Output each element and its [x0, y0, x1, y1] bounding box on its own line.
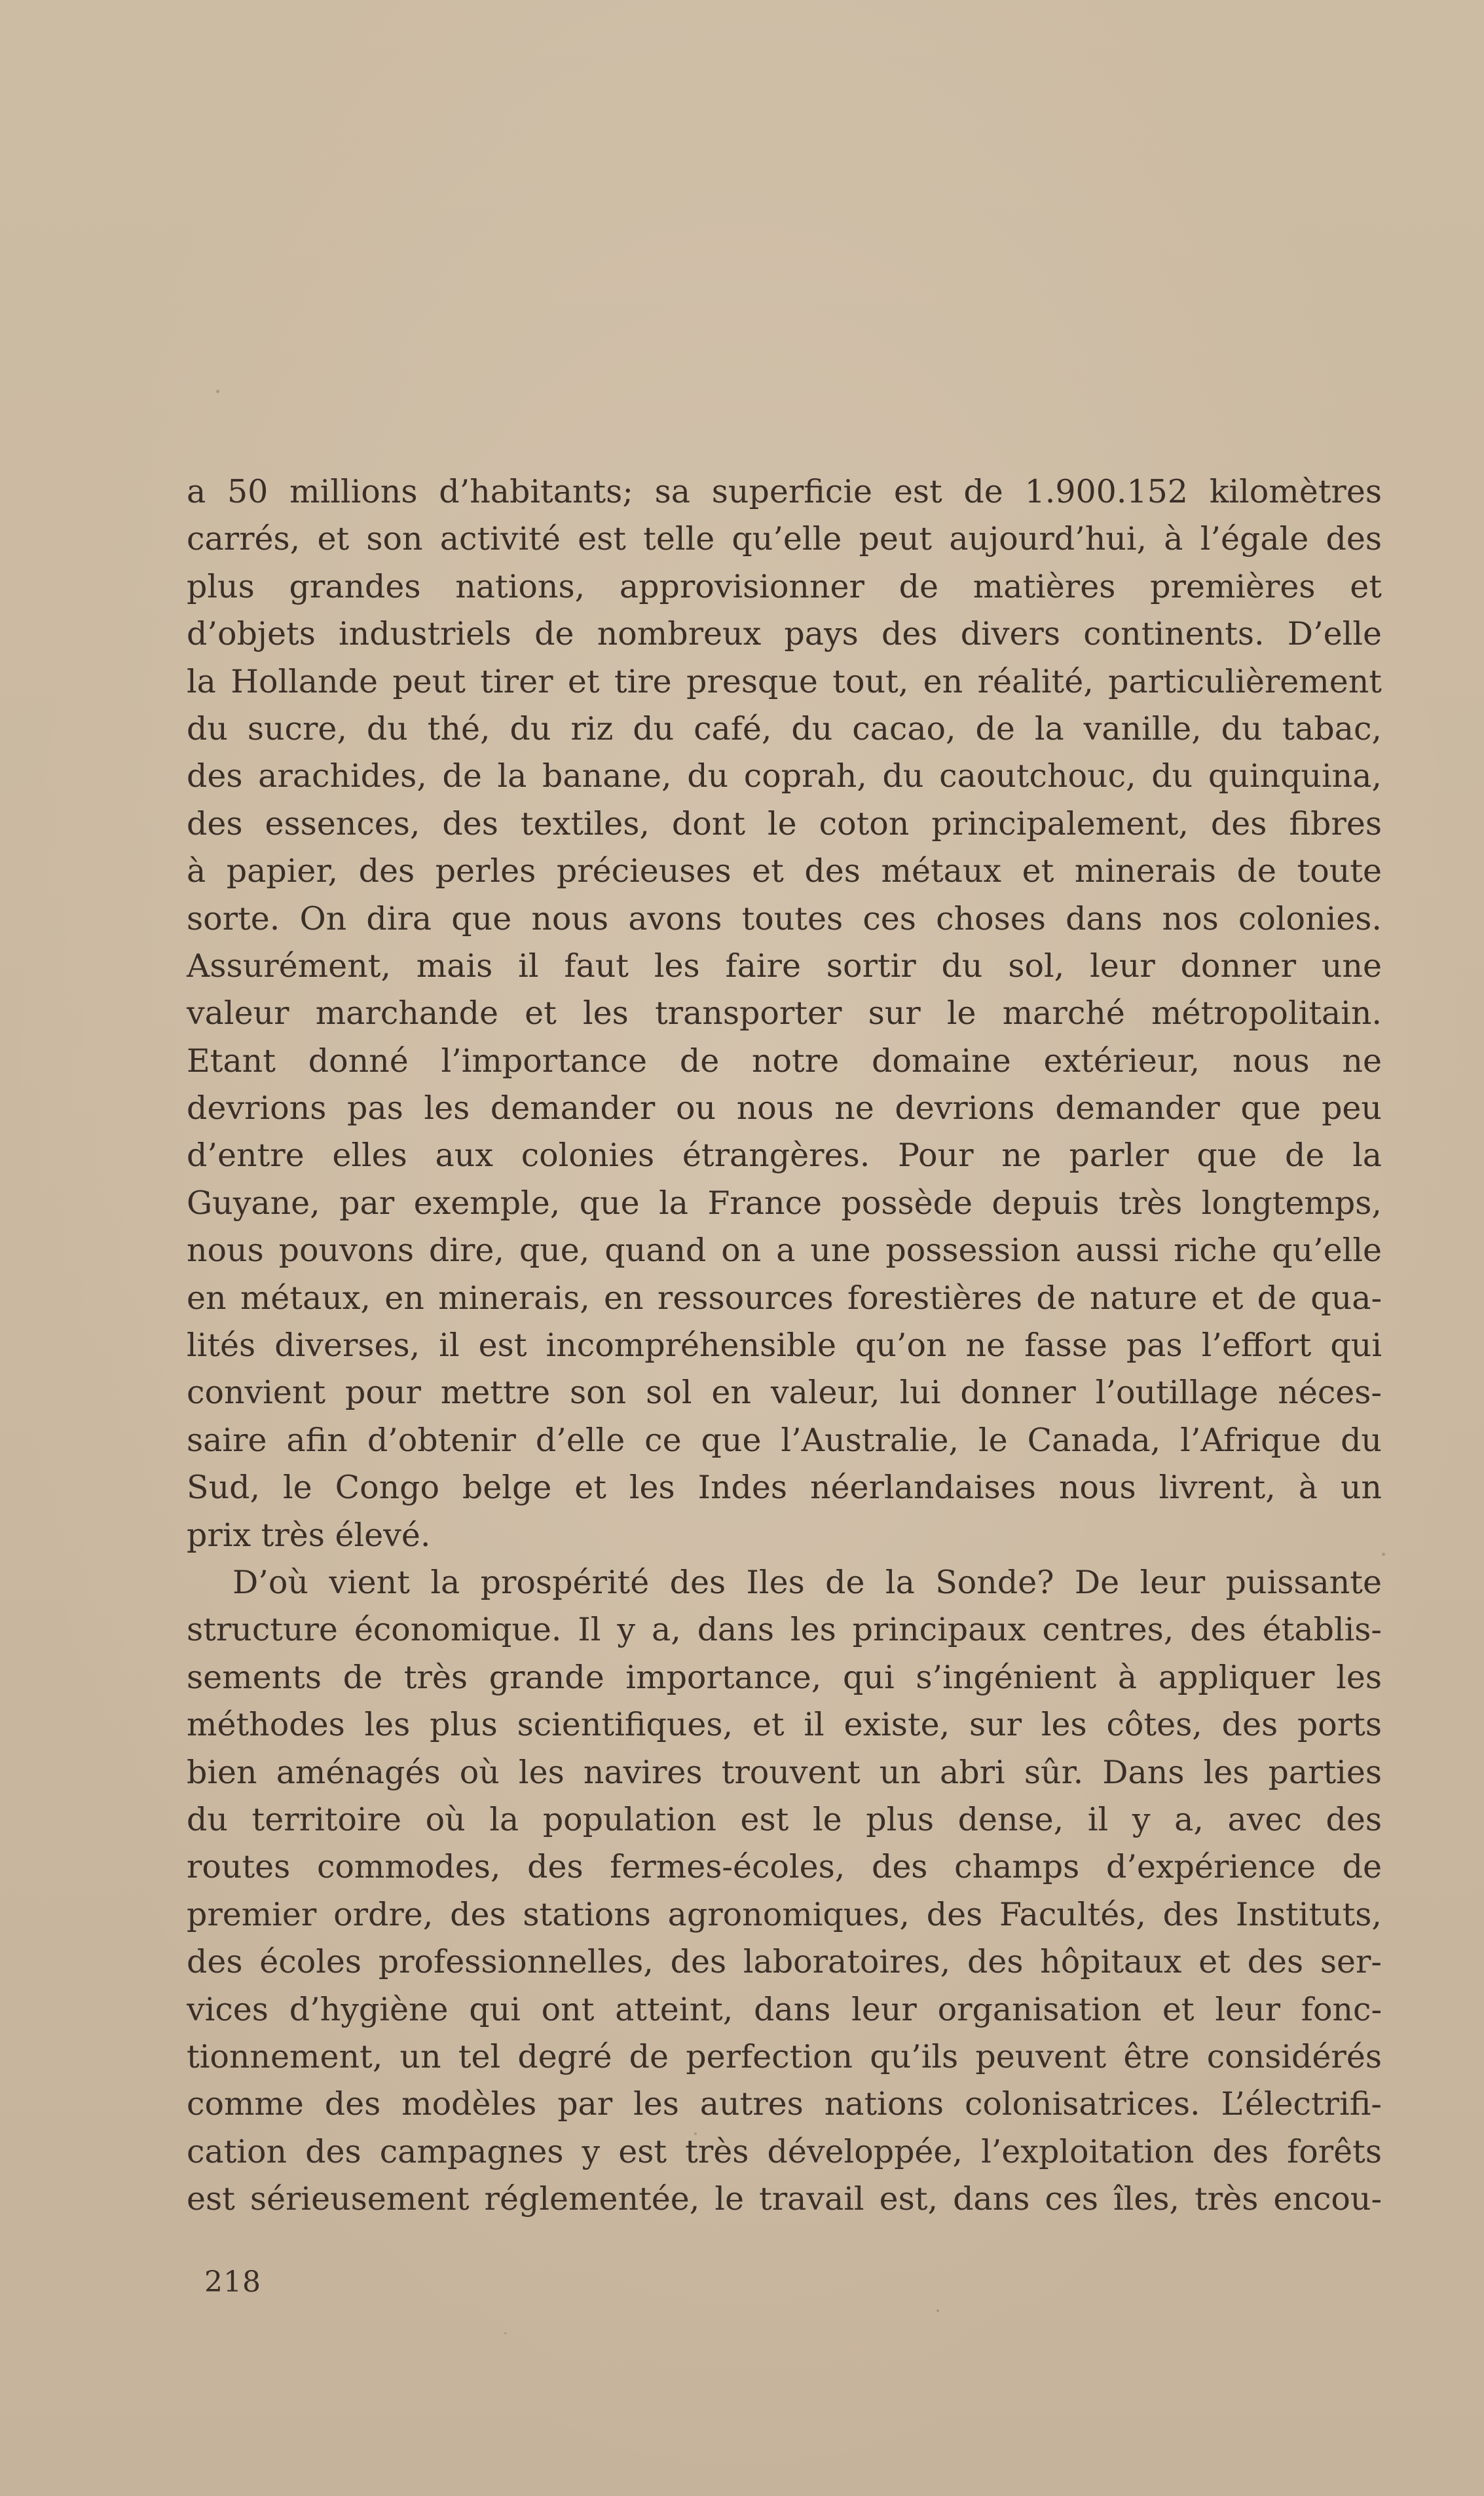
- text-line: des arachides, de la banane, du coprah, du caoutchouc, du quinquina,: [187, 757, 1382, 795]
- text-line: vices d’hygiène qui ont atteint, dans leur organisation et leur fonc-: [187, 1990, 1382, 2028]
- text-line: du territoire où la population est le plus dense, il y a, avec des: [187, 1800, 1382, 1838]
- text-line: la Hollande peut tirer et tire presque tout, en réalité, particulièrement: [187, 662, 1382, 700]
- text-line: convient pour mettre son sol en valeur, lui donner l’outillage néces-: [187, 1374, 1382, 1412]
- text-line: carrés, et son activité est telle qu’elle peut aujourd’hui, à l’égale des: [187, 520, 1382, 558]
- text-line: Etant donné l’importance de notre domaine extérieur, nous ne: [187, 1042, 1382, 1080]
- text-line: sements de très grande importance, qui s’ingénient à appliquer les: [187, 1658, 1382, 1696]
- text-line: plus grandes nations, approvisionner de matières premières et: [187, 567, 1382, 605]
- text-line: prix très élevé.: [187, 1516, 431, 1554]
- text-line: valeur marchande et les transporter sur le marché métropolitain.: [187, 994, 1382, 1032]
- text-line: routes commodes, des fermes-écoles, des champs d’expérience de: [187, 1848, 1382, 1886]
- text-line: tionnement, un tel degré de perfection qu’ils peuvent être considérés: [187, 2037, 1382, 2075]
- text-line: a 50 millions d’habitants; sa superficie est de 1.900.152 kilomètres: [187, 473, 1382, 510]
- text-line: du sucre, du thé, du riz du café, du cacao, de la vanille, du tabac,: [187, 709, 1382, 747]
- paper-speck: [504, 2332, 506, 2334]
- text-line: cation des campagnes y est très développée, l’exploitation des forêts: [187, 2132, 1382, 2170]
- text-line: bien aménagés où les navires trouvent un abri sûr. Dans les parties: [187, 1753, 1382, 1791]
- text-line: premier ordre, des stations agronomiques, des Facultés, des Instituts,: [187, 1895, 1382, 1933]
- text-line: des écoles professionnelles, des laboratoires, des hôpitaux et des ser-: [187, 1943, 1382, 1981]
- text-line: en métaux, en minerais, en ressources forestières de nature et de qua-: [187, 1279, 1382, 1317]
- text-line: d’entre elles aux colonies étrangères. Pour ne parler que de la: [187, 1137, 1382, 1175]
- paper-speck: [1382, 1553, 1385, 1556]
- text-line: devrions pas les demander ou nous ne devrions demander que peu: [187, 1089, 1382, 1127]
- text-line: structure économique. Il y a, dans les principaux centres, des établis-: [187, 1611, 1382, 1649]
- text-line: saire afin d’obtenir d’elle ce que l’Australie, le Canada, l’Afrique du: [187, 1421, 1382, 1459]
- page-number: 218: [204, 2265, 261, 2299]
- text-line: Guyane, par exemple, que la France possède depuis très longtemps,: [187, 1184, 1382, 1222]
- text-line: Assurément, mais il faut les faire sortir du sol, leur donner une: [187, 947, 1382, 985]
- text-line: sorte. On dira que nous avons toutes ces choses dans nos colonies.: [187, 899, 1382, 937]
- paragraph-start-line: D’où vient la prospérité des Iles de la Sonde? De leur puissante: [232, 1563, 1382, 1601]
- text-line: des essences, des textiles, dont le coton principalement, des fibres: [187, 804, 1382, 842]
- paper-speck: [937, 2309, 939, 2312]
- text-line: lités diverses, il est incompréhensible qu’on ne fasse pas l’effort qui: [187, 1327, 1382, 1365]
- text-line: est sérieusement réglementée, le travail est, dans ces îles, très encou-: [187, 2180, 1382, 2218]
- paper-speck: [216, 390, 219, 393]
- text-line: comme des modèles par les autres nations colonisatrices. L’électrifi-: [187, 2085, 1382, 2123]
- text-line: nous pouvons dire, que, quand on a une possession aussi riche qu’elle: [187, 1232, 1382, 1270]
- body-text: [187, 468, 1382, 2223]
- text-line: méthodes les plus scientifiques, et il existe, sur les côtes, des ports: [187, 1706, 1382, 1744]
- text-line: d’objets industriels de nombreux pays des divers continents. D’elle: [187, 615, 1382, 653]
- text-line: Sud, le Congo belge et les Indes néerlandaises nous livrent, à un: [187, 1469, 1382, 1507]
- text-line: à papier, des perles précieuses et des métaux et minerais de toute: [187, 852, 1382, 890]
